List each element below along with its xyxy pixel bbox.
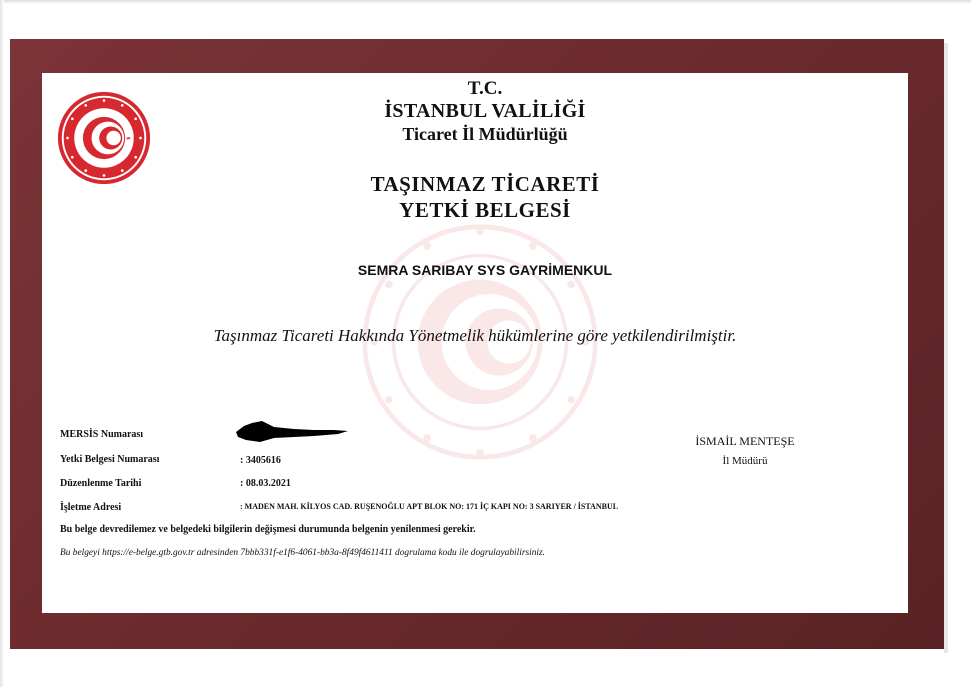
permit-number-value: : 3405616 [240,455,281,466]
company-name: SEMRA SARIBAY SYS GAYRİMENKUL [357,262,613,278]
authorization-statement: Taşınmaz Ticareti Hakkında Yönetmelik hükümlerine göre yetkilendirilmiştir. [213,326,737,345]
header-state-line: T.C. [467,78,503,99]
business-address-value: : MADEN MAH. KİLYOS CAD. RUŞENOĞLU APT BLOK NO: 171 İÇ KAPI NO: 3 SARIYER / İSTANBUL [240,502,619,511]
signer-title: İl Müdürü [722,455,768,467]
viewer-left-edge [0,0,4,687]
business-address-label: İşletme Adresi [60,502,122,513]
signer-name: İSMAİL MENTEŞE [695,434,795,448]
mersis-label: MERSİS Numarası [60,429,144,440]
verification-notice: Bu belgeyi https://e-belge.gtb.gov.tr adresinden 7bbb331f-e1f6-4061-bb3a-8f49f4611411 dogrulama kodu ile dogrulayabilirsiniz. [60,548,546,558]
header-directorate: Ticaret İl Müdürlüğü [402,124,568,144]
issue-date-label: Düzenlenme Tarihi [60,478,142,489]
permit-number-label: Yetki Belgesi Numarası [60,454,160,465]
transfer-notice: Bu belge devredilemez ve belgedeki bilgilerin değişmesi durumunda belgenin yenilenmesi gerekir. [60,524,476,535]
document-title-line2: YETKİ BELGESİ [399,198,571,222]
issue-date-value: : 08.03.2021 [240,478,291,489]
viewer-top-edge [0,0,971,4]
ministry-seal-icon [56,90,152,186]
document-title-line1: TAŞINMAZ TİCARETİ [370,172,600,196]
header-governorship: İSTANBUL VALİLİĞİ [384,100,586,122]
mersis-redaction [234,418,350,444]
